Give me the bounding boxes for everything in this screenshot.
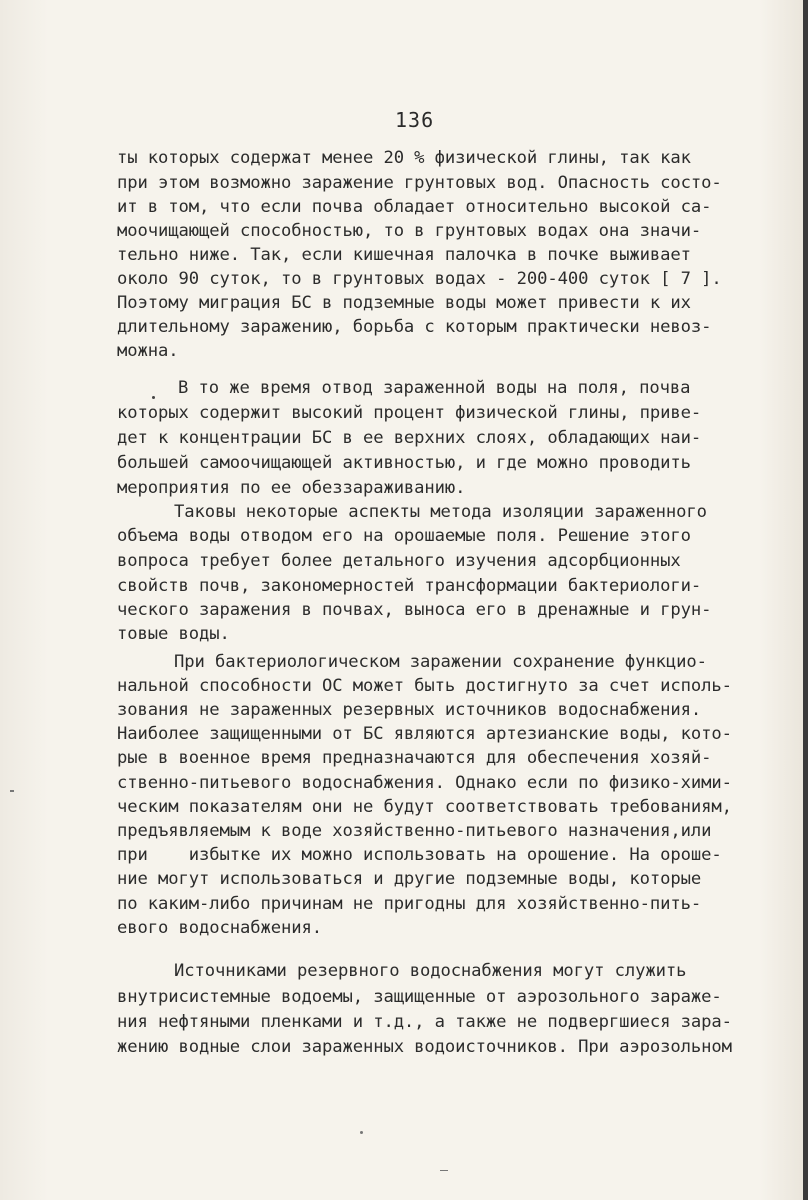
text-line: предъявляемым к воде хозяйственно-питьевого назначения,или	[117, 821, 712, 841]
text-line: При бактериологическом заражении сохранение функцио-	[174, 652, 707, 672]
text-line: Источниками резервного водоснабжения могут служить	[174, 961, 687, 981]
text-line: при избытке их можно использовать на орошение. На ороше-	[117, 845, 722, 865]
ink-dot	[152, 396, 155, 399]
text-line: В то же время отвод зараженной воды на поля, почва	[178, 378, 691, 398]
text-line: тельно ниже. Так, если кишечная палочка в почке выживает	[117, 245, 691, 265]
text-line: евого водоснабжения.	[117, 918, 322, 938]
text-line: при этом возможно заражение грунтовых вод. Опасность состо-	[117, 173, 722, 193]
text-line: Поэтому миграция БС в подземные воды может привести к их	[117, 293, 691, 313]
scan-speck	[10, 790, 14, 792]
scan-speck	[440, 1170, 448, 1171]
text-line: моочищающей способностью, то в грунтовых водах она значи-	[117, 221, 702, 241]
text-line: зования не зараженных резервных источников водоснабжения.	[117, 700, 702, 720]
text-line: Наиболее защищенными от БС являются артезианские воды, кото-	[117, 724, 732, 744]
text-line: внутрисистемные водоемы, защищенные от аэрозольного зараже-	[117, 987, 722, 1007]
text-line: ческим показателям они не будут соответствовать требованиям,	[117, 797, 732, 817]
text-line: большей самоочищающей активностью, и где можно проводить	[117, 453, 691, 473]
text-line: вопроса требует более детального изучения адсорбционных	[117, 551, 681, 571]
text-line: ния нефтяными пленками и т.д., а также не подвергшиеся зара-	[117, 1012, 732, 1032]
text-line: рые в военное время предназначаются для обеспечения хозяй-	[117, 748, 712, 768]
text-line: длительному заражению, борьба с которым практически невоз-	[117, 317, 712, 337]
text-line: ческого заражения в почвах, выноса его в дренажные и грун-	[117, 600, 712, 620]
text-line: можна.	[117, 341, 179, 361]
text-line: мероприятия по ее обеззараживанию.	[117, 478, 466, 498]
page-number: 136	[395, 108, 435, 132]
text-line: товые воды.	[117, 624, 230, 644]
text-line: нальной способности ОС может быть достигнуто за счет исполь-	[117, 676, 732, 696]
text-line: Таковы некоторые аспекты метода изоляции зараженного	[174, 502, 707, 522]
text-line: ственно-питьевого водоснабжения. Однако если по физико-хими-	[117, 773, 732, 793]
text-line: свойств почв, закономерностей трансформации бактериологи-	[117, 576, 702, 596]
text-line: ит в том, что если почва обладает относительно высокой са-	[117, 197, 712, 217]
text-line: дет к концентрации БС в ее верхних слоях, обладающих наи-	[117, 428, 702, 448]
text-line: объема воды отводом его на орошаемые поля. Решение этого	[117, 526, 691, 546]
scan-edge	[803, 0, 808, 1200]
text-line: около 90 суток, то в грунтовых водах - 200-400 суток [ 7 ].	[117, 269, 722, 289]
text-line: по каким-либо причинам не пригодны для хозяйственно-пить-	[117, 894, 702, 914]
text-line: ты которых содержат менее 20 % физической глины, так как	[117, 148, 691, 168]
text-line: ние могут использоваться и другие подземные воды, которые	[117, 869, 702, 889]
text-line: которых содержит высокий процент физической глины, приве-	[117, 403, 702, 423]
text-line: жению водные слои зараженных водоисточников. При аэрозольном	[117, 1037, 732, 1057]
scan-speck	[360, 1131, 363, 1134]
